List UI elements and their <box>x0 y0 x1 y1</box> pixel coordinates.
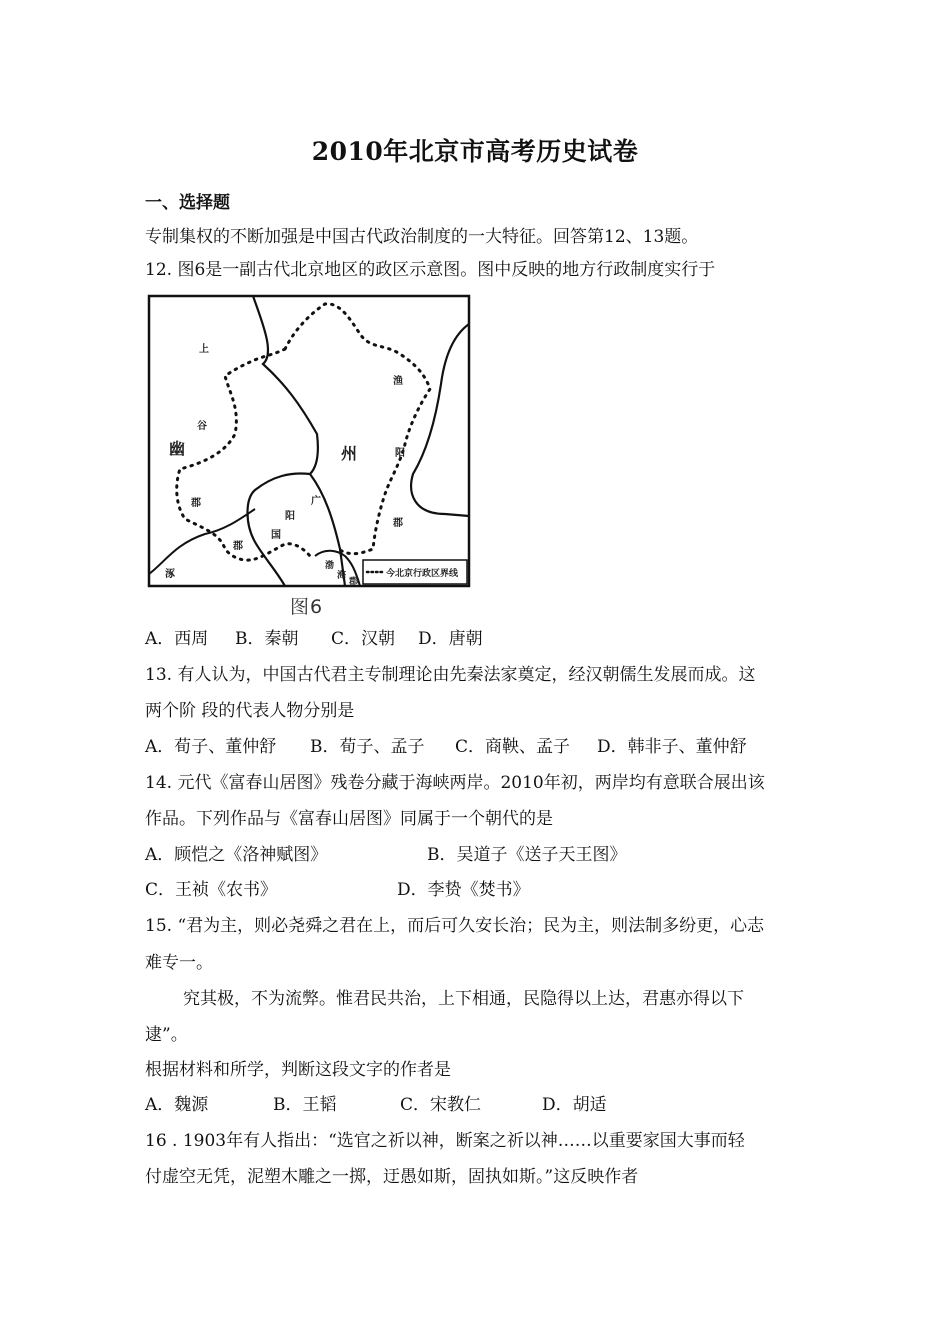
q12-option-b: B．秦朝 <box>235 629 299 649</box>
section-heading: 一、选择题 <box>145 193 230 213</box>
label-you: 幽 <box>169 439 186 458</box>
q15-stem-line3: 究其极，不为流弊。惟君民共治，上下相通，民隐得以上达，君惠亦得以下 <box>183 989 744 1009</box>
q15-option-b: B．王韬 <box>273 1095 337 1115</box>
label-yang2: 阳 <box>285 511 295 522</box>
q12-stem: 12. 图6是一副古代北京地区的政区示意图。图中反映的地方行政制度实行于 <box>145 260 716 280</box>
q13-option-a: A．荀子、董仲舒 <box>145 737 277 757</box>
q16-stem-line1: 16 . 1903年有人指出：“选官之祈以神，断案之祈以神……以重要家国大事而轻 <box>145 1131 745 1151</box>
intro-text: 专制集权的不断加强是中国古代政治制度的一大特征。回答第12、13题。 <box>145 227 699 247</box>
label-jun1: 郡 <box>191 498 201 509</box>
page-title: 2010年北京市高考历史试卷 <box>311 137 639 166</box>
q12-option-a: A．西周 <box>145 629 209 649</box>
label-hai: 海 <box>337 571 347 581</box>
label-shang: 上 <box>199 344 209 355</box>
q13-option-c: C．商鞅、孟子 <box>455 737 571 757</box>
q15-stem-line5: 根据材料和所学，判断这段文字的作者是 <box>145 1060 451 1080</box>
label-guo: 国 <box>271 530 281 541</box>
map-legend-text: 今北京行政区界线 <box>386 569 459 579</box>
q15-option-d: D．胡适 <box>542 1095 607 1115</box>
q14-option-a: A．顾恺之《洛神赋图》 <box>145 845 328 865</box>
label-yang1: 阳 <box>395 448 405 459</box>
map-figure <box>145 294 475 614</box>
figure-caption: 图6 <box>290 596 324 618</box>
q13-option-d: D．韩非子、董仲舒 <box>597 737 747 757</box>
q14-stem-line1: 14. 元代《富春山居图》残卷分藏于海峡两岸。2010年初，两岸均有意联合展出该 <box>145 773 765 793</box>
label-jun4: 郡 <box>349 577 359 587</box>
q15-stem-line4: 逮”。 <box>145 1025 188 1045</box>
q12-option-c: C．汉朝 <box>331 629 396 649</box>
map-frame <box>149 296 469 586</box>
q13-option-b: B．荀子、孟子 <box>310 737 425 757</box>
q14-option-b: B．吴道子《送子天王图》 <box>427 845 627 865</box>
label-bo: 渤 <box>325 561 335 571</box>
q15-option-a: A．魏源 <box>145 1095 209 1115</box>
q14-option-d: D．李贽《焚书》 <box>397 880 530 900</box>
q12-option-d: D．唐朝 <box>418 629 483 649</box>
label-gu: 谷 <box>197 421 207 432</box>
q16-stem-line2: 付虚空无凭，泥塑木雕之一掷，迂愚如斯，固执如斯。”这反映作者 <box>145 1167 639 1187</box>
label-zhou: 州 <box>341 444 358 463</box>
label-jun3: 郡 <box>233 541 243 552</box>
label-yu: 渔 <box>393 376 403 387</box>
map-svg <box>145 294 475 594</box>
q15-stem-line1: 15. “君为主，则必尧舜之君在上，而后可久安长治；民为主，则法制多纷更，心志 <box>145 916 765 936</box>
q15-option-c: C．宋教仁 <box>400 1095 482 1115</box>
q14-stem-line2: 作品。下列作品与《富春山居图》同属于一个朝代的是 <box>145 809 553 829</box>
label-jun2: 郡 <box>393 518 403 529</box>
q14-option-c: C．王祯《农书》 <box>145 880 278 900</box>
label-zhuo: 涿 <box>165 569 175 580</box>
q15-stem-line2: 难专一。 <box>145 953 213 973</box>
q13-stem-line1: 13. 有人认为，中国古代君主专制理论由先秦法家奠定，经汉朝儒生发展而成。这 <box>145 665 756 685</box>
q13-stem-line2: 两个阶 段的代表人物分别是 <box>145 701 355 721</box>
label-guang: 广 <box>311 496 321 507</box>
